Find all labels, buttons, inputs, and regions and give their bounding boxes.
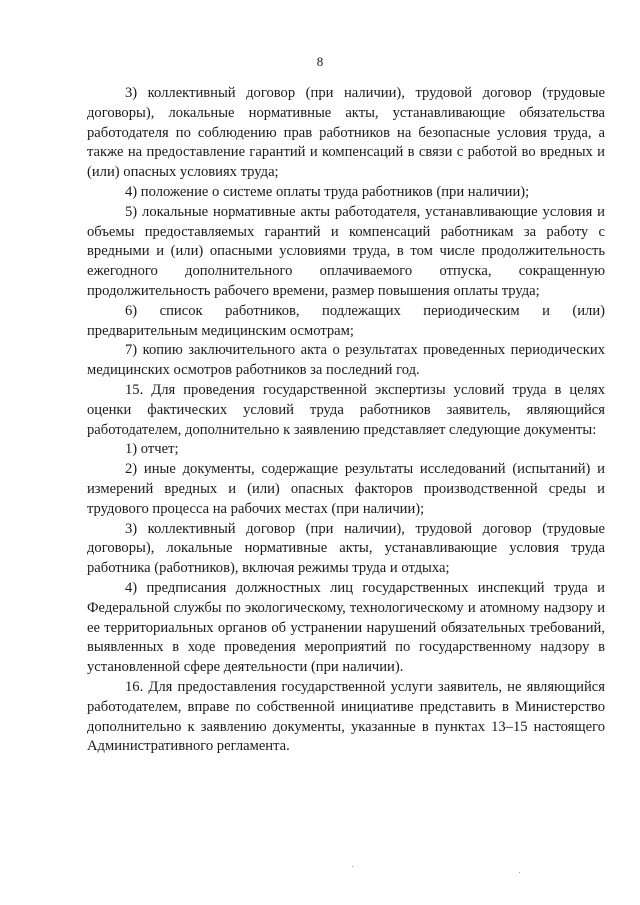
page-number: 8 — [316, 54, 324, 69]
scan-speck — [352, 866, 353, 867]
scan-speck — [519, 872, 520, 873]
paragraph-item-7-final-act: 7) копию заключительного акта о результатах проведенных периодических медицинских осмотров работников за последний год. — [87, 342, 605, 379]
paragraph-item-4-pay-system: 4) положение о системе оплаты труда работников (при наличии); — [125, 183, 530, 200]
paragraph-item-4-orders: 4) предписания должностных лиц государственных инспекций труда и Федеральной службы по экологическому, технологическому и атомному надзору и ее территориальных органов об устранении нарушений обязательных требований, выявленных в ходе проведения мероприятий по государственному надзору в установленной сфере деятельности (при наличии). — [87, 579, 605, 676]
paragraph-item-5-local-acts: 5) локальные нормативные акты работодателя, устанавливающие условия и объемы предоставляемых гарантий и компенсаций работникам за работу с вредными и (или) опасными условиями труда, в том числе продолжительность ежегодного дополнительного оплачиваемого отпуска, сокращенную продолжительность рабочего времени, размер повышения оплаты труда; — [87, 203, 605, 299]
paragraph-item-2-measurements: 2) иные документы, содержащие результаты исследований (испытаний) и измерений вредных и (или) опасных факторов производственной среды и трудового процесса на рабочих местах (при наличии); — [87, 461, 605, 517]
paragraph-item-3-agreements: 3) коллективный договор (при наличии), трудовой договор (трудовые договоры), локальные нормативные акты, устанавливающие условия труда работника (работников), включая режимы труда и отдыха; — [87, 520, 605, 577]
paragraph-item-6-worker-list: 6) список работников, подлежащих периодическим и (или) предварительным медицинским осмотрам; — [87, 302, 605, 339]
paragraph-section-15: 15. Для проведения государственной экспертизы условий труда в целях оценки фактических условий труда работников заявитель, являющийся работодателем, дополнительно к заявлению представляет следующие документы: — [87, 381, 605, 438]
paragraph-item-3-documents: 3) коллективный договор (при наличии), трудовой договор (трудовые договоры), локальные нормативные акты, устанавливающие обязательства работодателя по соблюдению прав работников на безопасные условия труда, а также на предоставление гарантий и компенсаций в связи с работой во вредных и (или) опасных условиях труда; — [87, 85, 605, 181]
document-body — [87, 84, 605, 757]
paragraph-item-1-report: 1) отчет; — [125, 441, 179, 458]
paragraph-section-16: 16. Для предоставления государственной услуги заявитель, не являющийся работодателем, вправе по собственной инициативе представить в Министерство дополнительно к заявлению документы, указанные в пунктах 13–15 настоящего Административного регламента. — [87, 678, 605, 755]
